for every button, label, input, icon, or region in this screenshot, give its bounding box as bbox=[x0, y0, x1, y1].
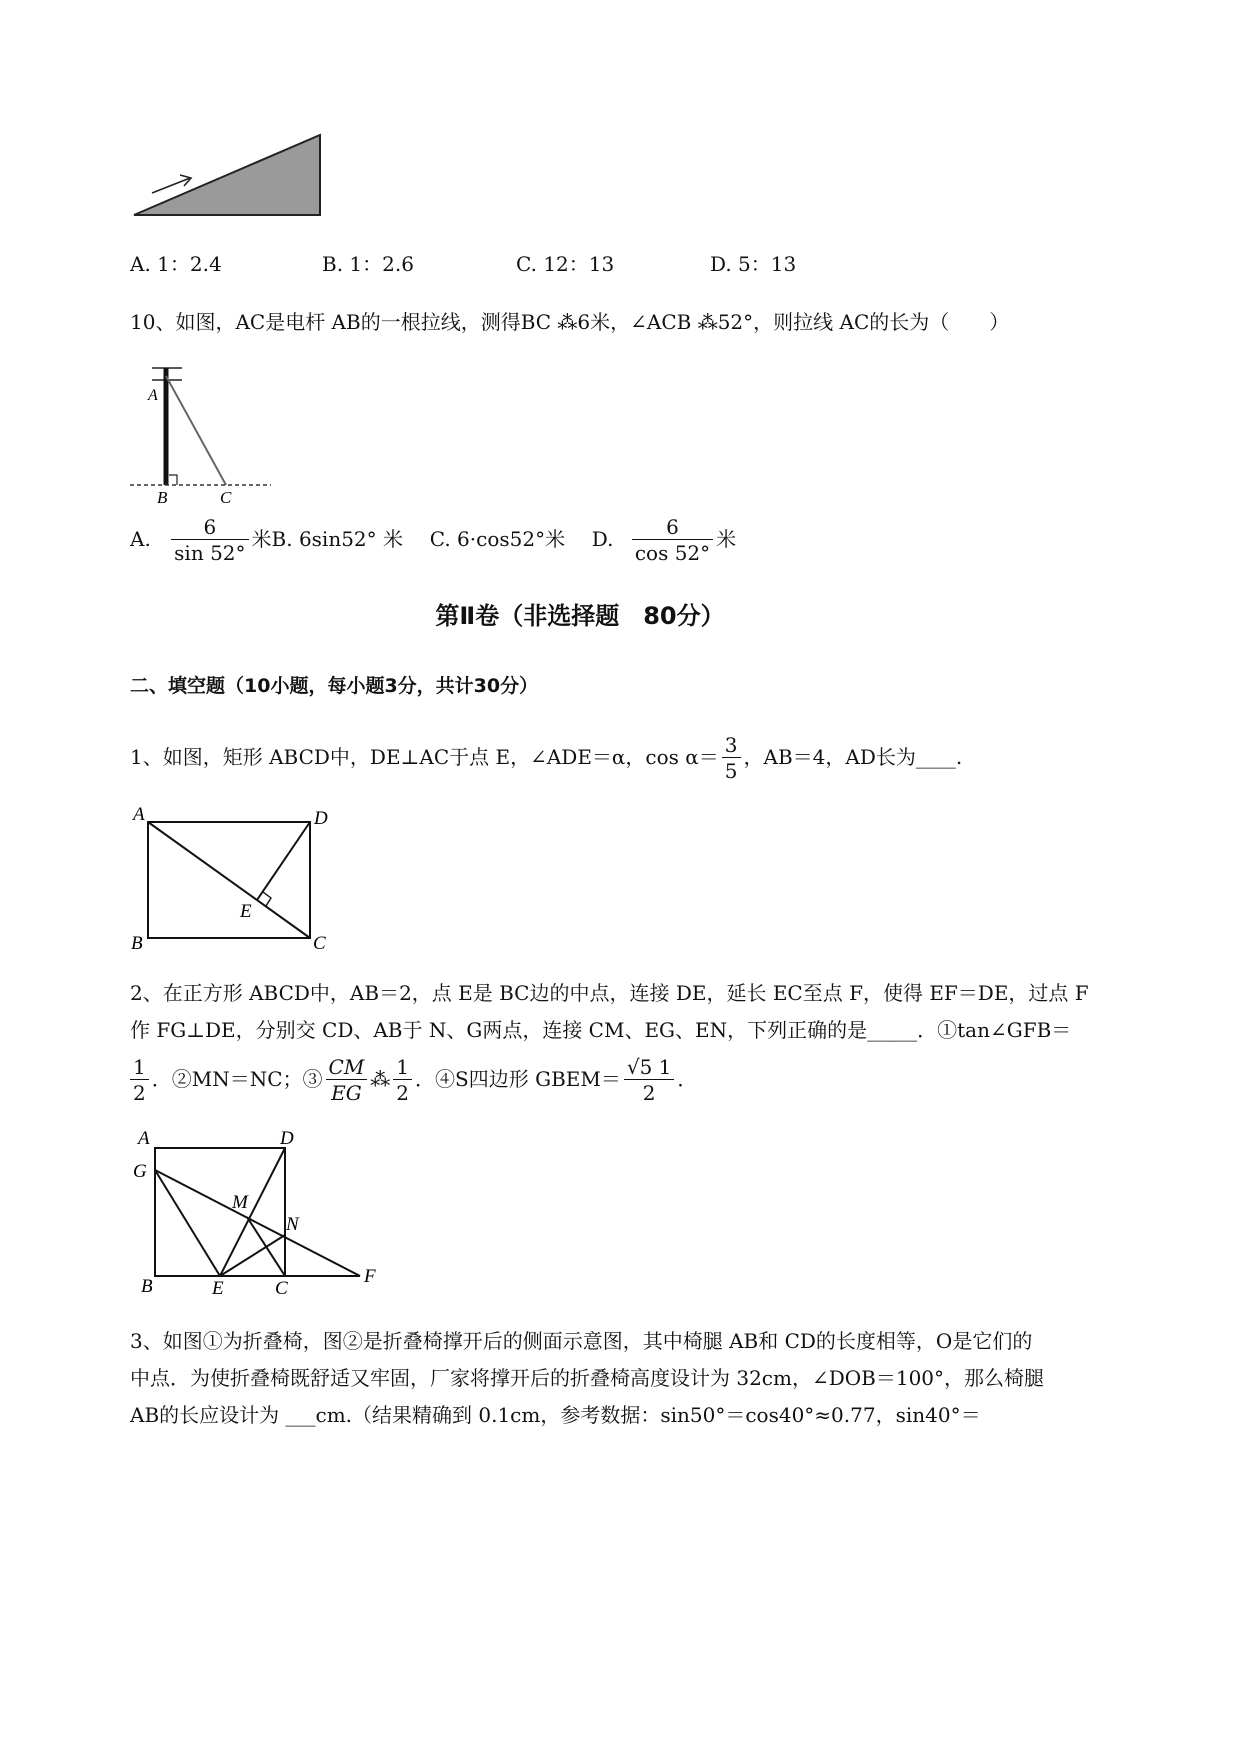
label-c: C bbox=[313, 933, 326, 954]
p1-fraction bbox=[722, 733, 741, 784]
label-d: D bbox=[314, 808, 328, 829]
p1-frac-den: 5 bbox=[724, 759, 738, 783]
p2-line2: 作 FG⊥DE，分别交 CD、AB于 N、G两点，连接 CM、EG、EN，下列正确的是_____．①tan∠GFB＝ bbox=[130, 1018, 1072, 1042]
q9-option-c-letter: C. bbox=[516, 252, 537, 276]
p3-line1: 3、如图①为折叠椅，图②是折叠椅撑开后的侧面示意图，其中椅腿 AB和 CD的长度相等，O是它们的 bbox=[130, 1329, 1033, 1353]
label-c: C bbox=[275, 1278, 288, 1297]
p3-line3: AB的长应设计为 ___cm.（结果精确到 0.1cm，参考数据：sin50°＝cos40°≈0.77，sin40°＝ bbox=[130, 1403, 981, 1427]
q10-option-a-fraction bbox=[171, 515, 248, 566]
right-angle-mark-e bbox=[263, 892, 271, 906]
q9-option-b-text: 1：2.6 bbox=[349, 252, 414, 276]
q10-option-a-num: 6 bbox=[171, 515, 248, 540]
q9-option-d-letter: D. bbox=[710, 252, 732, 276]
p1-text bbox=[130, 730, 962, 784]
label-f: F bbox=[364, 1266, 376, 1287]
q10-option-c: C. 6·cos52°米 bbox=[429, 527, 566, 551]
q10-option-d-den: cos 52° bbox=[634, 541, 711, 565]
segment-gf bbox=[155, 1170, 360, 1276]
p2-frac-2 bbox=[326, 1055, 368, 1106]
right-angle-mark bbox=[169, 475, 177, 485]
q10-options bbox=[130, 512, 736, 566]
p2-line1: 2、在正方形 ABCD中，AB＝2，点 E是 BC边的中点，连接 DE，延长 EC至点 F，使得 EF＝DE，过点 F bbox=[130, 981, 1089, 1005]
label-n: N bbox=[286, 1214, 299, 1235]
q10-option-a-unit: 米 bbox=[251, 527, 272, 551]
label-e: E bbox=[240, 901, 252, 922]
q9-option-d-text: 5：13 bbox=[738, 252, 797, 276]
q10-text: 10、如图，AC是电杆 AB的一根拉线，测得BC ⁂6米，∠ACB ⁂52°，则拉线 AC的长为（ ） bbox=[130, 310, 1010, 334]
section-title: 第Ⅱ卷（非选择题 80分） bbox=[435, 602, 725, 630]
q10-option-a-den: sin 52° bbox=[174, 541, 246, 565]
p2-line3 bbox=[130, 1052, 697, 1106]
p2-line3-mid: ．②MN＝NC；③ bbox=[151, 1067, 323, 1091]
p2-frac-3-num: 1 bbox=[393, 1055, 412, 1080]
q10-option-d-unit: 米 bbox=[716, 527, 737, 551]
label-g: G bbox=[133, 1161, 147, 1182]
p2-frac-1-num: 1 bbox=[130, 1055, 149, 1080]
p2-frac-2-den: EG bbox=[331, 1081, 362, 1105]
p1-text-before: 1、如图，矩形 ABCD中，DE⊥AC于点 E，∠ADE＝α，cos α＝ bbox=[130, 745, 719, 769]
slope-figure bbox=[130, 125, 330, 225]
square-abcd bbox=[155, 1148, 285, 1276]
label-a: A bbox=[133, 804, 145, 825]
q10-option-d-fraction bbox=[632, 515, 713, 566]
p2-frac-2-num: CM bbox=[326, 1055, 368, 1080]
label-d: D bbox=[280, 1128, 294, 1149]
label-b: B bbox=[157, 488, 168, 507]
segment-de bbox=[220, 1148, 285, 1276]
label-c: C bbox=[220, 488, 232, 507]
p2-frac-3 bbox=[393, 1055, 412, 1106]
p2-frac-4 bbox=[624, 1055, 675, 1106]
q9-option-a bbox=[130, 250, 222, 278]
p2-line3-end: ． bbox=[677, 1067, 698, 1091]
p3-line2: 中点．为使折叠椅既舒适又牢固，厂家将撑开后的折叠椅高度设计为 32cm，∠DOB＝100°，那么椅腿 bbox=[130, 1366, 1045, 1390]
section-subtitle: 二、填空题（10小题，每小题3分，共计30分） bbox=[130, 675, 539, 697]
q9-option-b bbox=[322, 250, 414, 278]
p2-frac-1-den: 2 bbox=[133, 1081, 146, 1105]
p1-text-after: ，AB＝4，AD长为____. bbox=[743, 745, 963, 769]
p2-frac-1 bbox=[130, 1055, 149, 1106]
label-b: B bbox=[141, 1276, 153, 1297]
q10-option-a-letter: A. bbox=[130, 527, 151, 551]
p2-frac-4-num: √5 1 bbox=[624, 1055, 675, 1080]
q10-option-b: B. 6sin52° 米 bbox=[271, 527, 404, 551]
p2-frac-4-den: 2 bbox=[642, 1081, 656, 1105]
p1-frac-num: 3 bbox=[722, 733, 741, 758]
q9-option-c bbox=[516, 250, 614, 278]
label-b: B bbox=[131, 933, 143, 954]
slope-triangle bbox=[134, 135, 320, 215]
q10-option-d-num: 6 bbox=[632, 515, 713, 540]
segment-de bbox=[257, 822, 310, 900]
q9-option-b-letter: B. bbox=[322, 252, 344, 276]
p2-frac-3-den: 2 bbox=[396, 1081, 410, 1105]
p2-line3-mid3: ．④S四边形 GBEM＝ bbox=[415, 1067, 621, 1091]
q10-option-d-letter: D. bbox=[591, 527, 614, 551]
label-m: M bbox=[232, 1192, 248, 1213]
p2-line3-mid2: ⁂ bbox=[370, 1067, 391, 1091]
label-a: A bbox=[138, 1128, 150, 1149]
rectangle-figure bbox=[128, 802, 343, 957]
square-figure bbox=[128, 1122, 388, 1297]
pole-figure bbox=[128, 362, 273, 507]
q9-option-a-text: 1：2.4 bbox=[157, 252, 222, 276]
q9-option-a-letter: A. bbox=[130, 252, 151, 276]
q9-option-c-text: 12：13 bbox=[543, 252, 615, 276]
label-a: A bbox=[148, 387, 158, 404]
label-e: E bbox=[212, 1278, 224, 1297]
guy-wire-line bbox=[166, 376, 226, 485]
diagonal-ac bbox=[148, 822, 310, 938]
q9-option-d bbox=[710, 250, 796, 278]
